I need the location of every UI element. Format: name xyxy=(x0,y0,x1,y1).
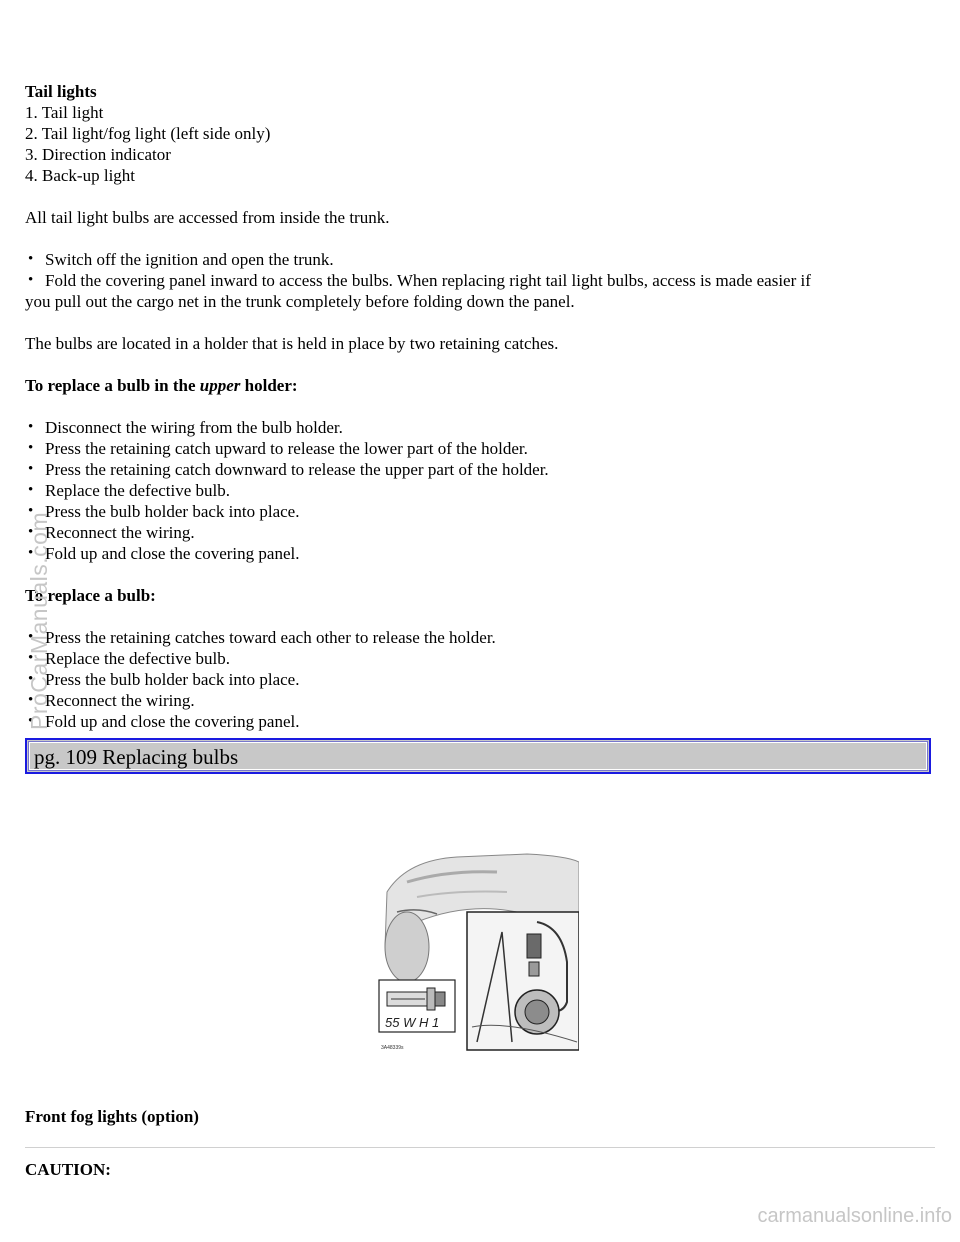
fog-light-drawing xyxy=(377,852,579,1054)
tail-lights-heading: Tail lights xyxy=(25,82,97,101)
access-paragraph: All tail light bulbs are accessed from inside the trunk. xyxy=(25,208,390,227)
legend-item-3: 3. Direction indicator xyxy=(25,145,171,164)
list-item: • Press the retaining catch downward to release the upper part of the holder. xyxy=(25,459,935,480)
footer-watermark: carmanualsonline.info xyxy=(757,1205,952,1227)
manual-page-content xyxy=(25,81,935,732)
side-watermark: ProCarManuals.com xyxy=(26,511,52,730)
upper-steps xyxy=(25,417,935,564)
bulb-type-label: 55 W H 1 xyxy=(385,1015,440,1030)
list-item: • Replace the defective bulb. xyxy=(25,480,935,501)
heading-part: holder: xyxy=(240,376,298,395)
page-banner xyxy=(25,738,931,774)
fog-lights-heading: Front fog lights (option) xyxy=(25,1107,199,1126)
holder-paragraph: The bulbs are located in a holder that is held in place by two retaining catches. xyxy=(25,334,559,353)
step-text: Switch off the ignition and open the trunk. xyxy=(45,250,334,269)
banner-title: pg. 109 Replacing bulbs xyxy=(29,742,927,770)
list-item xyxy=(25,249,935,270)
step-text-continued: you pull out the cargo net in the trunk completely before folding down the panel. xyxy=(25,292,575,311)
upper-holder-heading xyxy=(25,375,935,396)
heading-emphasis: upper xyxy=(199,376,241,395)
heading-part: To replace a bulb in the xyxy=(25,376,200,395)
list-item: • Reconnect the wiring. xyxy=(25,522,935,543)
lower-steps xyxy=(25,627,935,732)
list-item: • Press the retaining catches toward each other to release the holder. xyxy=(25,627,935,648)
divider xyxy=(25,1147,935,1148)
step-text: Fold the covering panel inward to access the bulbs. When replacing right tail light bulbs, access is made easier if xyxy=(45,271,811,290)
legend-item-4: 4. Back-up light xyxy=(25,166,136,185)
preparation-steps xyxy=(25,249,935,312)
caution-heading: CAUTION: xyxy=(25,1160,111,1179)
list-item: • Press the bulb holder back into place. xyxy=(25,501,935,522)
list-item: • Fold up and close the covering panel. xyxy=(25,543,935,564)
fog-light-illustration xyxy=(377,852,579,1054)
lower-holder-heading: To replace a bulb: xyxy=(25,586,156,605)
figure-code: 3A48339s xyxy=(381,1045,404,1051)
list-item: • Press the retaining catch upward to release the lower part of the holder. xyxy=(25,438,935,459)
list-item xyxy=(25,270,935,312)
list-item: • Disconnect the wiring from the bulb holder. xyxy=(25,417,935,438)
list-item: • Replace the defective bulb. xyxy=(25,648,935,669)
legend-item-1: 1. Tail light xyxy=(25,103,104,122)
legend-item-2: 2. Tail light/fog light (left side only) xyxy=(25,124,271,143)
list-item: • Fold up and close the covering panel. xyxy=(25,711,935,732)
list-item: • Reconnect the wiring. xyxy=(25,690,935,711)
list-item: • Press the bulb holder back into place. xyxy=(25,669,935,690)
